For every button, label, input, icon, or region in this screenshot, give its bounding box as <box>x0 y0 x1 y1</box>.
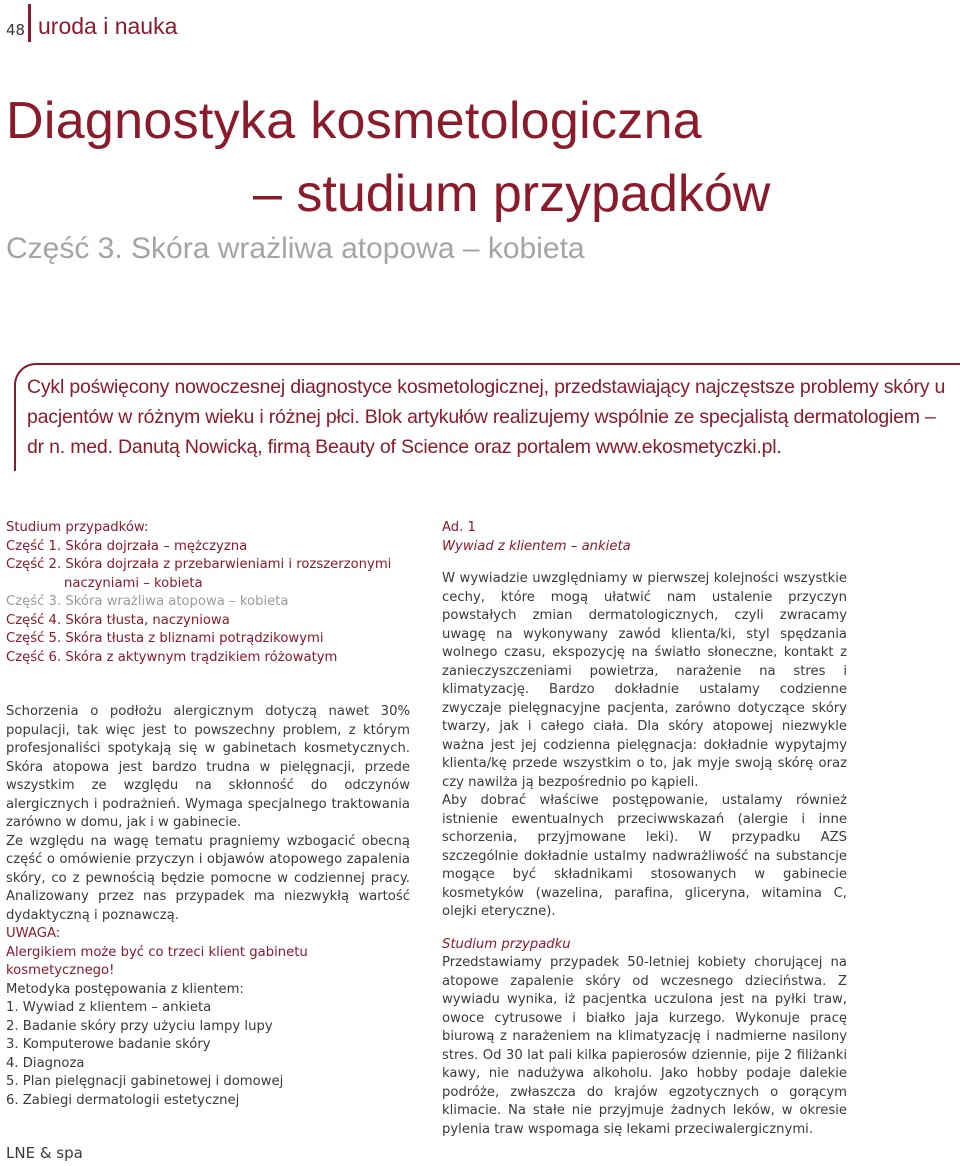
body-paragraph-2: Ze względu na wagę tematu pragniemy wzbogacić obecną część o omówienie przyczyn i objawów atopowego zapalenia skóry, co z pewnością będzie pomocne w codziennej pracy. Analizowany przez nas przypadek ma niezwykłą wartość dydaktyczną i poznawczą. <box>6 833 410 923</box>
ad-label: Ad. 1 <box>442 520 476 535</box>
case-list <box>6 538 410 668</box>
ad-subheading: Wywiad z klientem – ankieta <box>442 538 631 554</box>
right-column <box>442 519 847 1139</box>
method-heading: Metodyka postępowania z klientem: <box>6 981 244 997</box>
page-subtitle: Część 3. Skóra wrażliwa atopowa – kobieta <box>6 232 585 265</box>
header-divider <box>28 4 31 42</box>
case-item-2: Część 2. Skóra dojrzała z przebarwieniami i rozszerzonymi naczyniami – kobieta <box>6 557 392 591</box>
section-title: uroda i nauka <box>38 13 178 39</box>
page-title-line1: Diagnostyka kosmetologiczna <box>6 92 703 150</box>
case-list-heading: Studium przypadków: <box>6 520 149 535</box>
left-column <box>6 519 410 1110</box>
method-step-4: 4. Diagnoza <box>6 1055 85 1071</box>
method-step-1: 1. Wywiad z klientem – ankieta <box>6 1000 212 1015</box>
method-step-5: 5. Plan pielęgnacji gabinetowej i domowej <box>6 1074 284 1089</box>
method-step-6: 6. Zabiegi dermatologii estetycznej <box>6 1092 240 1108</box>
case-item-6: Część 6. Skóra z aktywnym trądzikiem różowatym <box>6 649 338 665</box>
case-item-1: Część 1. Skóra dojrzała – mężczyzna <box>6 538 248 554</box>
case-item-3-active: Część 3. Skóra wrażliwa atopowa – kobieta <box>6 594 289 609</box>
case-item-5: Część 5. Skóra tłusta z bliznami potrądzikowymi <box>6 631 324 646</box>
body-paragraph-1: Schorzenia o podłożu alergicznym dotyczą nawet 30% populacji, tak więc jest to powszechny problem, z którym profesjonaliści spotykają się w gabinetach kosmetycznych. Skóra atopowa jest bardzo trudna w pielęgnacji, przede wszystkim ze względu na skłonność do odczynów alergicznych i podrażnień. Wymaga specjalnego traktowania zarówno w domu, jak i w gabinecie. <box>6 704 410 830</box>
warning-text: Alergikiem może być co trzeci klient gabinetu kosmetycznego! <box>6 944 308 978</box>
intro-text: Cykl poświęcony nowoczesnej diagnostyce kosmetologicznej, przedstawiający najczęstsze problemy skóry u pacjentów w różnym wieku i różnej płci. Blok artykułów realizujemy wspólnie ze specjalistą dermatologiem – dr n. med. Danutą Nowicką, firmą Beauty of Science oraz portalem www.ekosmetyczki.pl. <box>27 376 946 458</box>
case-item-4: Część 4. Skóra tłusta, naczyniowa <box>6 612 230 628</box>
page-title-line2: – studium przypadków <box>253 165 771 223</box>
right-paragraph-1: W wywiadzie uwzględniamy w pierwszej kolejności wszystkie cechy, które mogą ułatwić nam ustalenie przyczyn powstałych zmian dermatologicznych, czyli zwracamy uwagę na wykonywany zawód klienta/ki, styl spędzania wolnego czasu, ekspozycję na światło słoneczne, kontakt z zanieczyszczeniami powietrza, narażenie na stres i klimatyzację. Bardzo dokładnie ustalamy codzienne zwyczaje pielęgnacyjne pacjenta, zarówno dotyczące skóry twarzy, jak i całego ciała. Dla skóry atopowej niezwykle ważna jest jej codzienna pielęgnacja: dokładnie wypytajmy klienta/kę przede wszystkim o to, jak myje swoją skórę oraz czy nawilża ją bezpośrednio po kąpieli. <box>442 571 847 790</box>
page-number: 48 <box>6 21 26 39</box>
study-label: Studium przypadku <box>442 936 571 952</box>
warning-label: UWAGA: <box>6 926 61 941</box>
right-paragraph-2: Aby dobrać właściwe postępowanie, ustalamy również istnienie ewentualnych przeciwwskazań (alergie i inne schorzenia, przyjmowane leki). W przypadku AZS szczególnie dokładnie ustalmy nadwrażliwość na substancje mogące być składnikami stosowanych w gabinecie kosmetyków (wazelina, parafina, gliceryna, witamina C, olejki eteryczne). <box>442 793 847 919</box>
right-paragraph-3: Przedstawiamy przypadek 50-letniej kobiety chorującej na atopowe zapalenie skóry od wczesnego dzieciństwa. Z wywiadu wynika, iż pacjentka uczulona jest na pyłki traw, owoce cytrusowe i białko jaja kurzego. Wykonuje pracę biurową z narażeniem na klimatyzację i nadmierne nasilony stres. Od 30 lat pali kilka papierosów dziennie, pije 2 filiżanki kawy, nie nadużywa alkoholu. Jako hobby podaje dalekie podróże, zwłaszcza do krajów egzotycznych o gorącym klimacie. Na stałe nie przyjmuje żadnych leków, w okresie pylenia traw wspomaga się lekami przeciwalergicznymi. <box>442 955 847 1137</box>
method-step-3: 3. Komputerowe badanie skóry <box>6 1037 211 1052</box>
method-step-2: 2. Badanie skóry przy użyciu lampy lupy <box>6 1018 273 1034</box>
footer-brand: LNE & spa <box>6 1144 83 1162</box>
